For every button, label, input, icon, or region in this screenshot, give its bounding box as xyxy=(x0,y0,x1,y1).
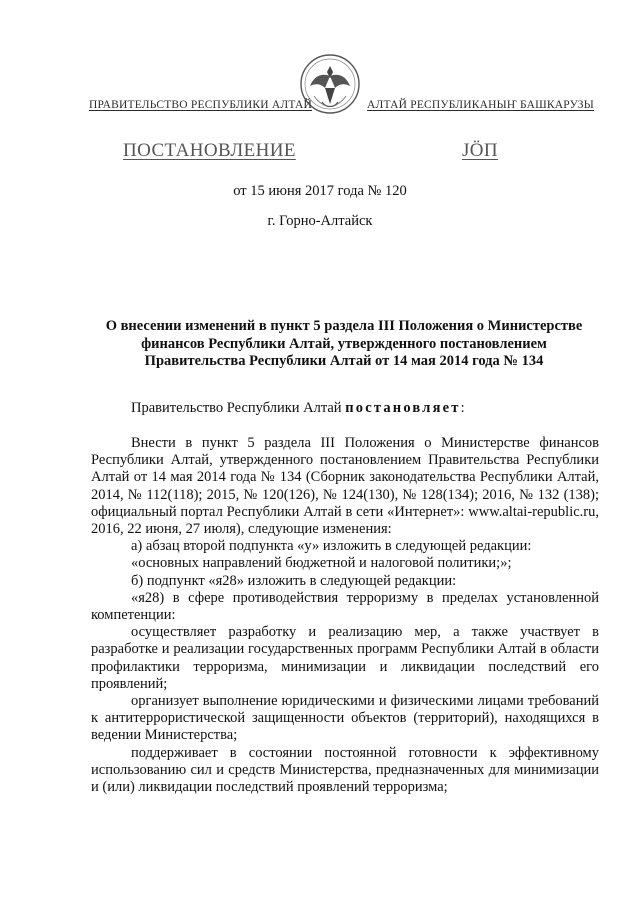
document-title: О внесении изменений в пункт 5 раздела III Положения о Министерстве финансов Республики Алтай, утвержденного постановлением Правительства Республики Алтай от 14 мая 2014 года № 134 xyxy=(105,318,583,369)
city: г. Горно-Алтайск xyxy=(267,213,373,229)
header-government-name-alt: АЛТАЙ РЕСПУБЛИКАНЫҤ БАШКАРУЗЫ xyxy=(367,99,594,111)
paragraph-measure-1: осуществляет разработку и реализацию мер, а также участвует в разработке и реализации государственных программ Республики Алтай в области профилактики терроризма, минимизации и ликвидации последствий его проявлений; xyxy=(91,624,599,692)
resolution-suffix: : xyxy=(460,400,465,416)
paragraph-measure-3: поддерживает в состоянии постоянной готовности к эффективному использованию сил и средств Министерства, предназначенных для минимизации и (или) ликвидации последствий проявлений терроризма; xyxy=(91,744,599,796)
header-government-name-ru: ПРАВИТЕЛЬСТВО РЕСПУБЛИКИ АЛТАЙ xyxy=(89,99,313,111)
resolution-line xyxy=(91,400,599,417)
paragraph-item-b-text: «я28) в сфере противодействия терроризму в пределах установленной компетенции: xyxy=(91,589,599,624)
date-and-number: от 15 июня 2017 года № 120 xyxy=(233,183,407,199)
paragraph-item-a: а) абзац второй подпункта «у» изложить в следующей редакции: xyxy=(131,538,532,555)
paragraph-measure-2: организует выполнение юридическими и физическими лицами требований к антитеррористической защищенности объектов (территорий), находящихся в ведении Министерства; xyxy=(91,693,599,744)
document-type-ru: ПОСТАНОВЛЕНИЕ xyxy=(123,140,296,161)
paragraph-main: Внести в пункт 5 раздела III Положения о Министерстве финансов Республики Алтай, утвержденного постановлением Правительства Республики Алтай от 14 мая 2014 года № 134 (Сборник законодательства Республики Алтай, 2014, № 112(118); 2015, № 120(126), № 124(130), № 128(134); 2016, № 132 (138); официальный портал Республики Алтай в сети «Интернет»: www.altai-republic.ru, 2016, 22 июня, 27 июля), следующие изменения: xyxy=(91,435,599,538)
document-type-alt: ЈÖП xyxy=(462,140,499,161)
paragraph-item-b: б) подпункт «я28» изложить в следующей редакции: xyxy=(131,572,457,589)
paragraph-item-a-text: «основных направлений бюджетной и налоговой политики;»; xyxy=(131,555,512,572)
document-body xyxy=(91,435,599,796)
resolution-verb: постановляет xyxy=(345,400,461,416)
resolution-prefix: Правительство Республики Алтай xyxy=(131,400,346,416)
